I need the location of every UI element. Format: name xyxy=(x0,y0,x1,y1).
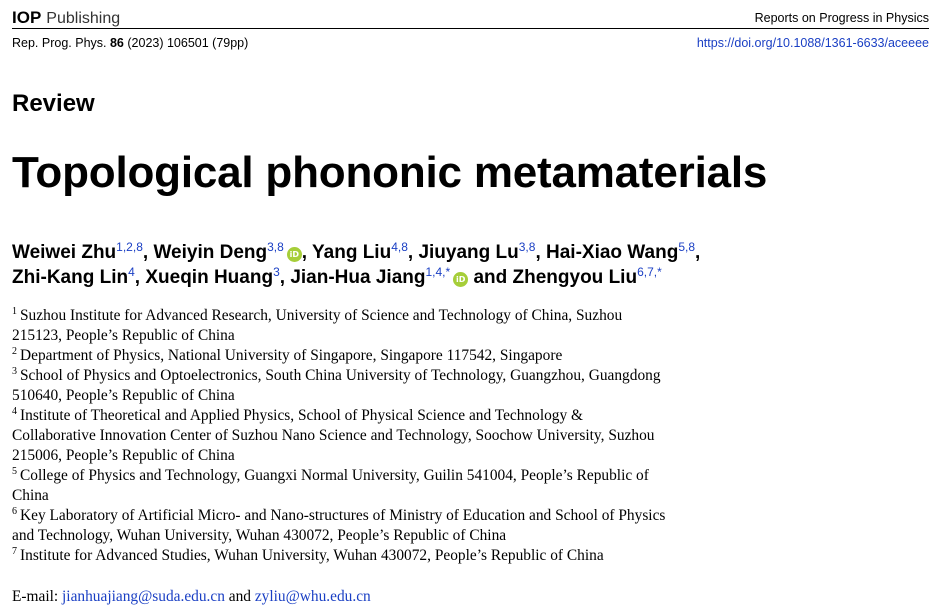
author-affiliation-ref[interactable]: 3,8 xyxy=(267,240,284,254)
affiliation-number: 4 xyxy=(12,406,17,417)
author-affiliation-ref[interactable]: 1,4,* xyxy=(425,265,451,279)
affiliation-line: China xyxy=(12,487,49,504)
article-type: Review xyxy=(12,90,95,117)
author-affiliation-ref[interactable]: 1,2,8 xyxy=(116,240,143,254)
affiliation-line: Key Laboratory of Artificial Micro- and Nano-structures of Ministry of Education and School of Physics xyxy=(20,507,666,524)
affiliation-line: Institute for Advanced Studies, Wuhan University, Wuhan 430072, People’s Republic of China xyxy=(20,547,604,564)
author-separator: , xyxy=(535,242,546,263)
affiliation-item xyxy=(12,346,732,366)
affiliation-number: 7 xyxy=(12,546,17,557)
affiliation-number: 6 xyxy=(12,506,17,517)
affiliation-line: Suzhou Institute for Advanced Research, University of Science and Technology of China, Suzhou xyxy=(20,307,623,324)
citation-details: (2023) 106501 (79pp) xyxy=(127,36,249,50)
author-affiliation-ref[interactable]: 4,8 xyxy=(391,240,408,254)
affiliation-item xyxy=(12,466,732,506)
affiliation-list xyxy=(12,306,732,566)
author-name: Yang Liu xyxy=(312,242,392,263)
author-affiliation-ref[interactable]: 6,7,* xyxy=(637,265,662,279)
author-affiliation-ref[interactable]: 5,8 xyxy=(678,240,695,254)
email-joiner: and xyxy=(224,588,255,605)
affiliation-number: 1 xyxy=(12,306,17,317)
affiliation-item xyxy=(12,506,732,546)
author-name: Weiwei Zhu xyxy=(12,242,117,263)
orcid-icon[interactable]: iD xyxy=(287,247,302,262)
author-separator: , xyxy=(142,242,154,263)
citation xyxy=(12,36,248,50)
email-link-liu[interactable]: zyliu@whu.edu.cn xyxy=(254,588,371,605)
publisher-logo-iop: IOP xyxy=(12,8,42,27)
affiliation-line: 215123, People’s Republic of China xyxy=(12,327,235,344)
header-divider xyxy=(12,28,929,29)
affiliation-line: 215006, People’s Republic of China xyxy=(12,447,235,464)
author-name: Hai-Xiao Wang xyxy=(546,242,679,263)
journal-name: Reports on Progress in Physics xyxy=(754,11,929,25)
affiliation-number: 2 xyxy=(12,346,17,357)
affiliation-number: 3 xyxy=(12,366,17,377)
article-title: Topological phononic metamaterials xyxy=(12,148,768,197)
affiliation-number: 5 xyxy=(12,466,17,477)
email-line xyxy=(12,588,371,606)
citation-volume: 86 xyxy=(109,36,124,50)
publisher-logo[interactable] xyxy=(12,8,120,28)
author-name: Weiyin Deng xyxy=(153,242,268,263)
affiliation-item xyxy=(12,306,732,346)
author-separator: , xyxy=(407,242,419,263)
orcid-icon[interactable]: iD xyxy=(453,272,468,287)
author-affiliation-ref[interactable]: 3,8 xyxy=(518,240,536,254)
affiliation-line: Collaborative Innovation Center of Suzhou Nano Science and Technology, Soochow University, Suzhou xyxy=(12,427,655,444)
citation-journal: Rep. Prog. Phys. xyxy=(12,36,107,50)
author-separator: and xyxy=(468,267,513,288)
affiliation-item xyxy=(12,546,732,566)
author-list xyxy=(12,240,922,290)
author-name: Xueqin Huang xyxy=(145,267,274,288)
affiliation-line: 510640, People’s Republic of China xyxy=(12,387,235,404)
affiliation-line: School of Physics and Optoelectronics, South China University of Technology, Guangzhou, Guangdong xyxy=(20,367,661,384)
author-name: Zhengyou Liu xyxy=(512,267,638,288)
affiliation-line: Institute of Theoretical and Applied Physics, School of Physical Science and Technology & xyxy=(20,407,583,424)
affiliation-line: College of Physics and Technology, Guangxi Normal University, Guilin 541004, People’s Republic of xyxy=(20,467,649,484)
email-link-jiang[interactable]: jianhuajiang@suda.edu.cn xyxy=(62,588,225,605)
citation-row xyxy=(12,36,929,50)
author-name: Zhi-Kang Lin xyxy=(12,267,129,288)
affiliation-item xyxy=(12,406,732,466)
affiliation-line: and Technology, Wuhan University, Wuhan 430072, People’s Republic of China xyxy=(12,527,507,544)
affiliation-item xyxy=(12,366,732,406)
email-label: E-mail: xyxy=(12,588,63,605)
author-name: Jiuyang Lu xyxy=(418,242,519,263)
author-separator: , xyxy=(279,267,291,288)
doi-link[interactable]: https://doi.org/10.1088/1361-6633/aceeee xyxy=(696,36,929,50)
affiliation-line: Department of Physics, National University of Singapore, Singapore 117542, Singapore xyxy=(20,347,563,364)
author-affiliation-ref[interactable]: 3 xyxy=(273,265,280,279)
author-affiliation-ref[interactable]: 4 xyxy=(128,265,135,279)
author-separator: , xyxy=(134,267,146,288)
author-name: Jian-Hua Jiang xyxy=(290,267,426,288)
journal-header xyxy=(12,4,929,28)
author-separator: , xyxy=(695,242,701,263)
author-separator: , xyxy=(301,242,313,263)
publisher-logo-text: Publishing xyxy=(46,10,121,27)
